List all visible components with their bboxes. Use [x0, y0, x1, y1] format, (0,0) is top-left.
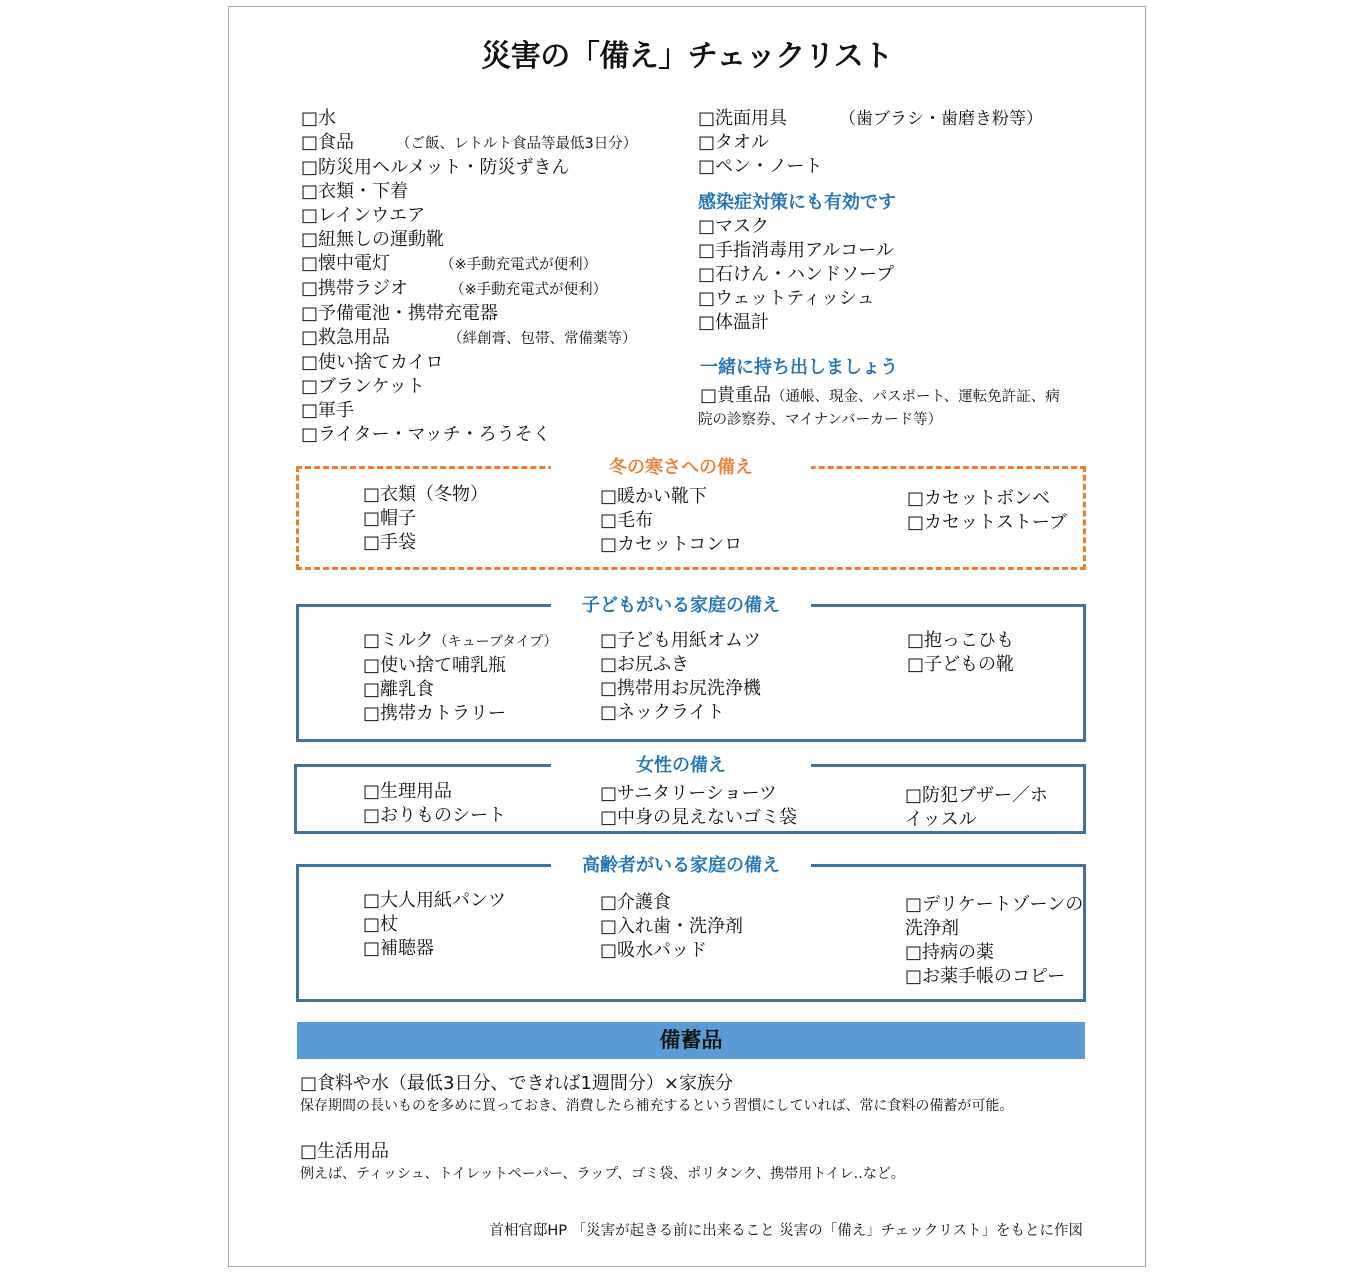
list-item: □手指消毒用アルコール: [698, 240, 894, 261]
list-item: □予備電池・携帯充電器: [301, 303, 499, 324]
list-item: □携帯カトラリー: [363, 703, 507, 724]
children-box-title: 子どもがいる家庭の備え: [551, 594, 811, 618]
list-item: □ウェットティッシュ: [698, 288, 875, 309]
list-item: □防災用ヘルメット・防災ずきん: [301, 157, 570, 178]
infection-heading: 感染症対策にも有効です: [698, 192, 896, 213]
list-item: □携帯用お尻洗浄機: [600, 678, 762, 699]
women-box-title: 女性の備え: [551, 754, 811, 778]
women-col-2: [600, 782, 797, 830]
list-item: □お尻ふき: [600, 654, 690, 675]
list-item: □軍手: [301, 400, 355, 421]
list-item: □マスク: [698, 216, 770, 237]
children-col-1: [363, 629, 557, 726]
carry-section: [700, 356, 1060, 431]
list-item: □手袋: [363, 532, 417, 553]
list-item: □紐無しの運動靴: [301, 229, 445, 250]
list-item: □補聴器: [363, 938, 435, 959]
list-item: □中身の見えないゴミ袋: [600, 807, 798, 828]
stock-daily-desc: 例えば、ティッシュ、トイレットペーパー、ラップ、ゴミ袋、ポリタンク、携帯用トイレ‥など。: [300, 1166, 905, 1182]
list-item: □使い捨て哺乳瓶: [363, 655, 507, 676]
list-item: □帽子: [363, 508, 417, 529]
list-item: □カセットコンロ: [600, 534, 743, 555]
list-item: □石けん・ハンドソープ: [698, 264, 895, 285]
list-item: □抱っこひも: [907, 630, 1015, 651]
basic-list-right: [698, 107, 1043, 179]
list-item: イッスル: [905, 809, 977, 830]
list-item: □カセットストーブ: [907, 512, 1067, 533]
stock-daily-label: □生活用品: [300, 1141, 390, 1162]
list-item: □生理用品: [363, 781, 453, 802]
list-item: □タオル: [698, 132, 770, 153]
list-item: □ライター・マッチ・ろうそく: [301, 424, 551, 445]
infection-section: [698, 191, 896, 335]
carry-line-2: 院の診察券、マイナンバーカード等）: [698, 412, 943, 428]
list-item: □大人用紙パンツ: [363, 890, 507, 911]
list-item: □杖: [363, 914, 399, 935]
source-note: 首相官邸HP 「災害が起きる前に出来ること 災害の「備え」チェックリスト」をもとに作図: [489, 1223, 1083, 1239]
list-item: □衣類・下着: [301, 181, 409, 202]
women-col-3: [905, 784, 1048, 832]
basic-list-left: [301, 107, 637, 447]
list-item: □入れ歯・洗浄剤: [600, 916, 744, 937]
list-item: □体温計: [698, 312, 770, 333]
list-item: □水: [301, 108, 337, 129]
elderly-box-title: 高齢者がいる家庭の備え: [551, 854, 811, 878]
list-item: □食品 （ご飯、レトルト食品等最低3日分）: [301, 132, 638, 153]
list-item: 洗浄剤: [905, 918, 959, 939]
list-item: □介護食: [600, 892, 672, 913]
list-item: □暖かい靴下: [600, 486, 708, 507]
list-item: □ミルク（キューブタイプ）: [363, 630, 558, 651]
carry-heading: 一緒に持ち出しましょう: [700, 357, 898, 378]
list-item: □レインウエア: [301, 205, 426, 226]
list-item: □子どもの靴: [907, 654, 1015, 675]
list-item: □カセットボンベ: [907, 488, 1051, 509]
list-item: □洗面用具 （歯ブラシ・歯磨き粉等）: [698, 108, 1044, 129]
list-item: □懐中電灯 （※手動充電式が便利）: [301, 253, 598, 274]
list-item: □衣類（冬物）: [363, 484, 489, 505]
stock-food-label: □食料や水（最低3日分、できれば1週間分）×家族分: [300, 1073, 733, 1094]
stock-food-desc: 保存期間の長いものを多めに買っておき、消費したら補充するという習慣にしていれば、常に食料の備蓄が可能。: [300, 1098, 1014, 1114]
elderly-col-2: [600, 891, 743, 963]
list-item: □防犯ブザー／ホ: [905, 785, 1049, 806]
elderly-col-1: [363, 889, 506, 961]
list-item: □おりものシート: [363, 805, 507, 826]
list-item: □携帯ラジオ （※手動充電式が便利）: [301, 278, 608, 299]
children-col-2: [600, 629, 761, 725]
women-col-1: [363, 780, 506, 828]
stock-section: [300, 1072, 1013, 1184]
winter-col-3: [907, 487, 1067, 535]
list-item: □吸水パッド: [600, 940, 708, 961]
winter-box-title: 冬の寒さへの備え: [551, 456, 811, 480]
winter-col-2: [600, 485, 742, 557]
list-item: □子ども用紙オムツ: [600, 630, 762, 651]
list-item: □ブランケット: [301, 376, 425, 397]
list-item: □サニタリーショーツ: [600, 783, 777, 804]
list-item: □持病の薬: [905, 942, 995, 963]
list-item: □お薬手帳のコピー: [905, 966, 1066, 987]
page-title: 災害の「備え」チェックリスト: [481, 39, 893, 74]
list-item: □ペン・ノート: [698, 156, 823, 177]
list-item: □貴重品（通帳、現金、パスポート、運転免許証、病: [700, 385, 1060, 406]
elderly-col-3: [905, 893, 1083, 989]
list-item: □毛布: [600, 510, 654, 531]
list-item: □ネックライト: [600, 702, 725, 723]
list-item: □離乳食: [363, 679, 435, 700]
list-item: □使い捨てカイロ: [301, 352, 444, 373]
winter-col-1: [363, 483, 488, 555]
stock-banner: 備蓄品: [297, 1022, 1085, 1059]
list-item: □救急用品 （絆創膏、包帯、常備薬等）: [301, 327, 637, 348]
list-item: □デリケートゾーンの: [905, 894, 1084, 915]
children-col-3: [907, 629, 1014, 677]
checklist-page: [228, 6, 1146, 1267]
